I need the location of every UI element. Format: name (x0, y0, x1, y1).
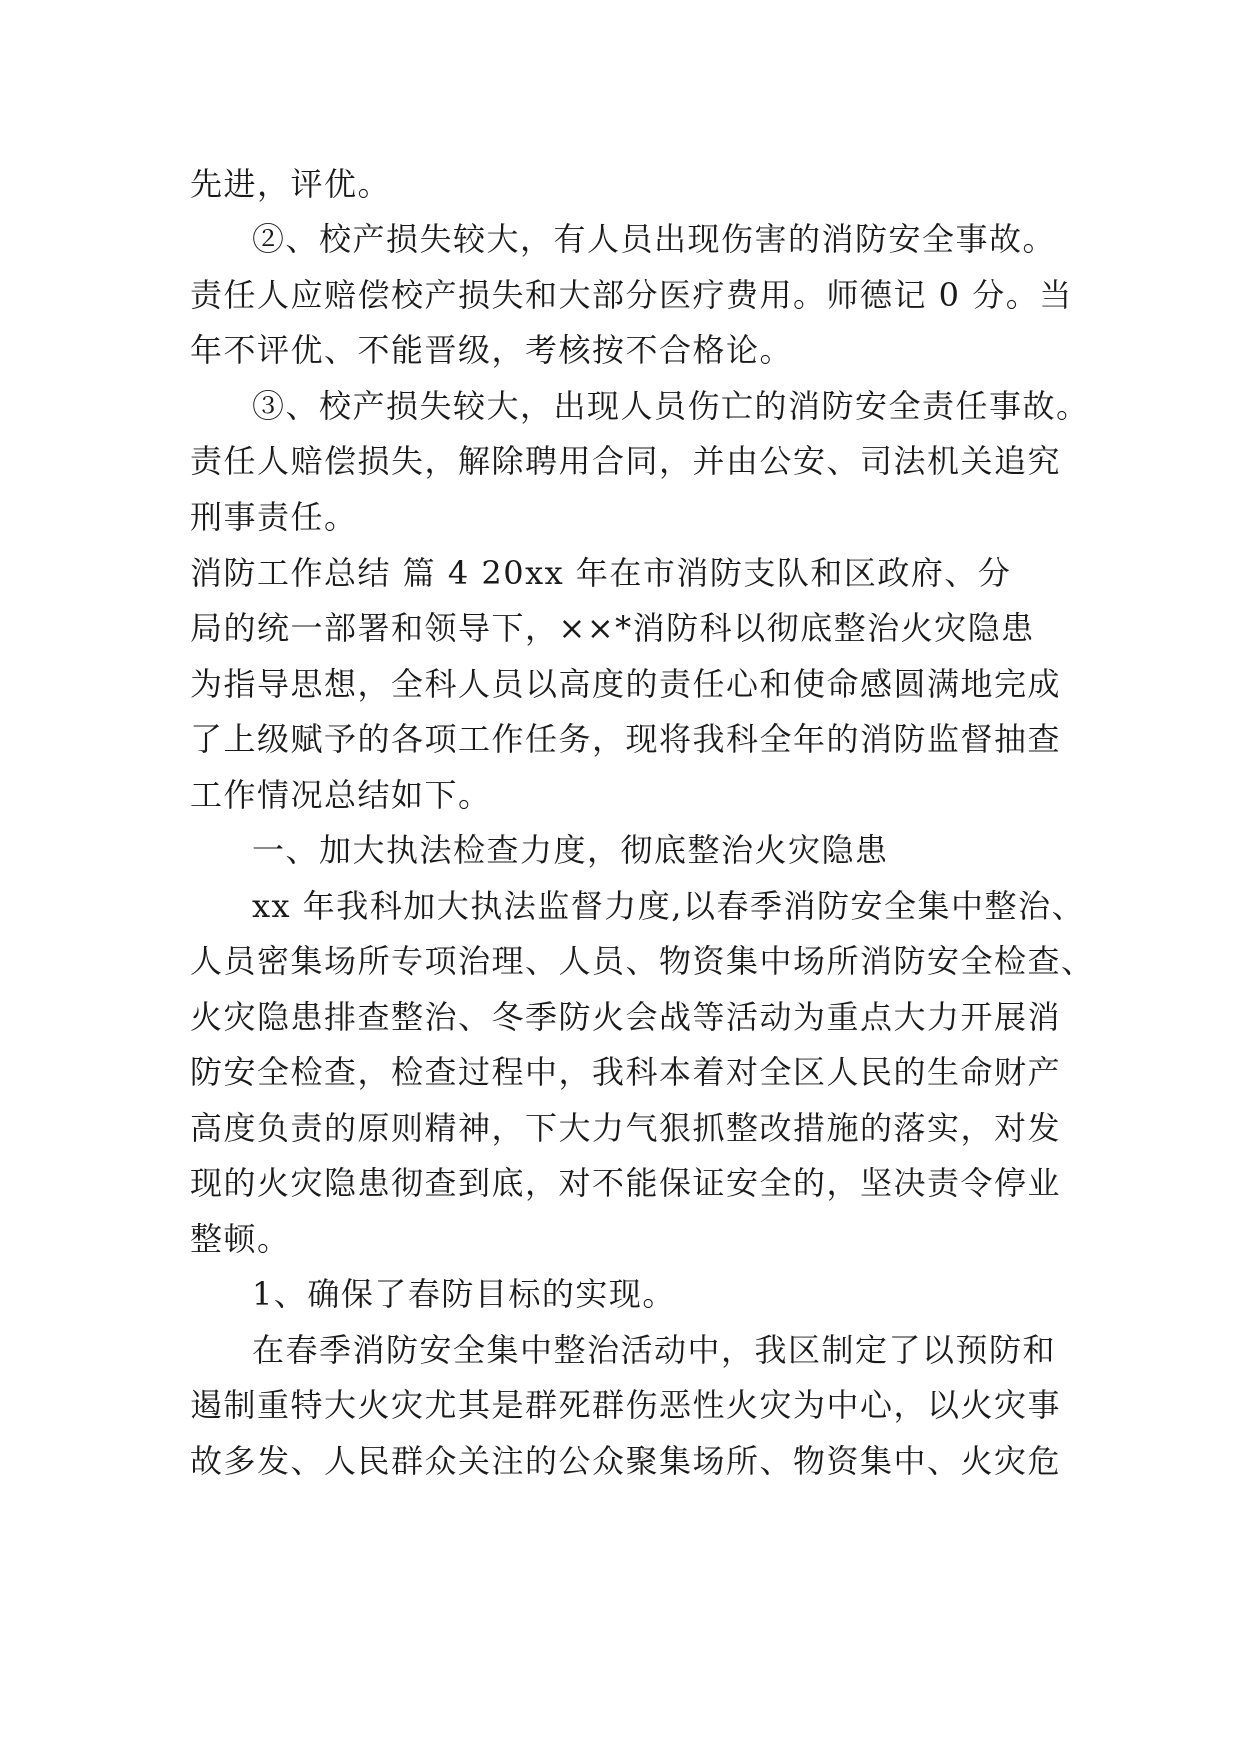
text-line: 人员密集场所专项治理、人员、物资集中场所消防安全检查、 (190, 942, 1095, 980)
text-line: 故多发、人民群众关注的公众聚集场所、物资集中、火灾危 (190, 1442, 1062, 1480)
text-line: 工作情况总结如下。 (190, 776, 492, 814)
text-line: 遏制重特大火灾尤其是群死群伤恶性火灾为中心，以火灾事 (190, 1386, 1062, 1424)
text-line: 了上级赋予的各项工作任务，现将我科全年的消防监督抽查 (190, 720, 1062, 758)
text-line: 火灾隐患排查整治、冬季防火会战等活动为重点大力开展消 (190, 998, 1062, 1036)
text-line: 局的统一部署和领导下，××*消防科以彻底整治火灾隐患 (190, 609, 1035, 647)
text-line: 高度负责的原则精神，下大力气狠抓整改措施的落实，对发 (190, 1109, 1062, 1147)
text-line: 在春季消防安全集中整治活动中，我区制定了以预防和 (252, 1331, 1057, 1369)
text-line: 整顿。 (190, 1220, 291, 1258)
text-line: 刑事责任。 (190, 498, 358, 536)
text-line: 防安全检查，检查过程中，我科本着对全区人民的生命财产 (190, 1053, 1062, 1091)
subsection-heading: 1、确保了春防目标的实现。 (252, 1275, 676, 1313)
section-heading: 一、加大执法检查力度，彻底整治火灾隐患 (252, 831, 889, 869)
text-line: 责任人应赔偿校产损失和大部分医疗费用。师德记 0 分。当 (190, 276, 1073, 314)
text-line: ③、校产损失较大，出现人员伤亡的消防安全责任事故。 (252, 387, 1090, 425)
text-line: xx 年我科加大执法监督力度,以春季消防安全集中整治、 (252, 887, 1085, 925)
text-line: 责任人赔偿损失，解除聘用合同，并由公安、司法机关追究 (190, 442, 1062, 480)
text-line: 年不评优、不能晋级，考核按不合格论。 (190, 331, 794, 369)
text-line: 现的火灾隐患彻查到底，对不能保证安全的，坚决责令停业 (190, 1164, 1062, 1202)
text-line: 为指导思想，全科人员以高度的责任心和使命感圆满地完成 (190, 665, 1062, 703)
text-line: 先进，评优。 (190, 165, 392, 203)
text-line: 消防工作总结 篇 4 20xx 年在市消防支队和区政府、分 (190, 554, 1012, 592)
text-line: ②、校产损失较大，有人员出现伤害的消防安全事故。 (252, 220, 1057, 258)
